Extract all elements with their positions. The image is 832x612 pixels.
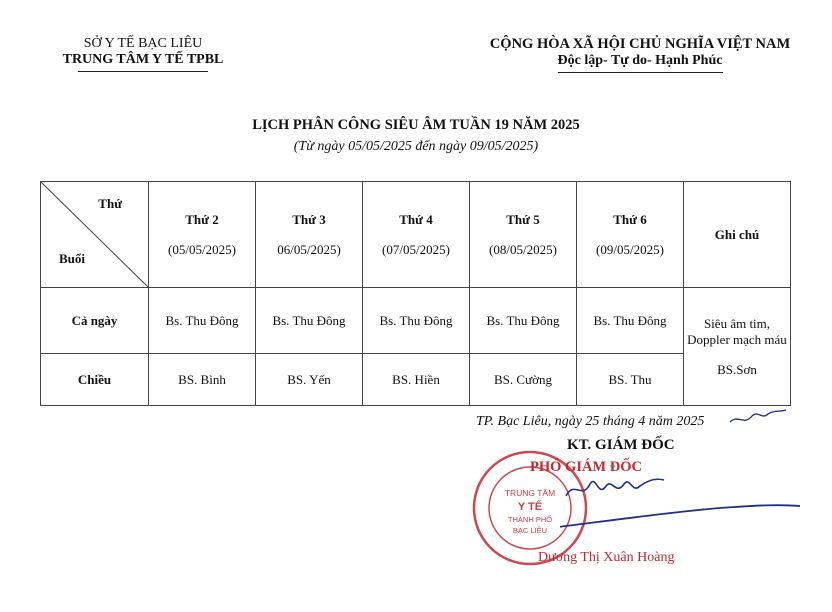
signer-role: KT. GIÁM ĐỐC (567, 437, 675, 453)
session-label: Chiều (41, 354, 149, 406)
svg-text:THÀNH PHỐ: THÀNH PHỐ (507, 515, 553, 524)
place-date: TP. Bạc Liêu, ngày 25 tháng 4 năm 2025 (476, 414, 705, 429)
day-name: Thứ 4 (399, 211, 433, 227)
day-date: (05/05/2025) (168, 241, 236, 257)
schedule-table (40, 181, 791, 406)
agency-header (18, 36, 268, 72)
center-name: TRUNG TÂM Y TẾ TPBL (62, 52, 224, 67)
day-date: (08/05/2025) (489, 241, 557, 257)
table-row (41, 354, 791, 406)
doctor-cell: Bs. Thu Đông (149, 288, 256, 354)
day-date: (07/05/2025) (382, 241, 450, 257)
motto: Độc lập- Tự do- Hạnh Phúc (557, 53, 723, 68)
initials-scribble (728, 404, 788, 428)
doctor-cell: BS. Hiền (363, 354, 470, 406)
svg-text:Y TẾ: Y TẾ (517, 501, 543, 513)
doctor-cell: Bs. Thu Đông (363, 288, 470, 354)
doctor-cell: Bs. Thu Đông (470, 288, 577, 354)
day-header (363, 182, 470, 288)
day-header (470, 182, 577, 288)
doctor-cell: BS. Thu (577, 354, 684, 406)
note-cell (684, 288, 791, 406)
document-subtitle: (Từ ngày 05/05/2025 đến ngày 09/05/2025) (293, 139, 539, 154)
signer-title: PHÓ GIÁM ĐỐC (530, 459, 642, 475)
day-header (577, 182, 684, 288)
doctor-cell: BS. Yến (256, 354, 363, 406)
diagonal-divider (41, 182, 149, 288)
svg-text:BẠC LIÊU: BẠC LIÊU (512, 526, 548, 535)
header-right-underline (558, 72, 723, 73)
day-name: Thứ 5 (506, 211, 540, 227)
session-label: Cả ngày (41, 288, 149, 354)
signer-name: Dương Thị Xuân Hoàng (538, 550, 675, 565)
doctor-cell: BS. Cường (470, 354, 577, 406)
handwritten-signature (560, 470, 810, 550)
table-header-row (41, 182, 791, 288)
corner-label-session: Buổi (59, 251, 86, 266)
note-text: Siêu âm tim, Doppler mạch máu (687, 316, 787, 347)
national-header (470, 36, 810, 73)
table-row (41, 288, 791, 354)
doctor-cell: BS. Bình (149, 354, 256, 406)
day-date: 06/05/2025) (277, 241, 341, 257)
day-name: Thứ 3 (292, 211, 326, 227)
doctor-cell: Bs. Thu Đông (256, 288, 363, 354)
day-name: Thứ 6 (613, 211, 647, 227)
day-header (149, 182, 256, 288)
department-name: SỞ Y TẾ BẠC LIÊU (83, 36, 203, 51)
day-date: (09/05/2025) (596, 241, 664, 257)
corner-label-day: Thứ (98, 196, 122, 211)
doctor-cell: Bs. Thu Đông (577, 288, 684, 354)
header-left-underline (78, 71, 208, 72)
svg-text:TRUNG TÂM: TRUNG TÂM (504, 488, 556, 498)
day-header (256, 182, 363, 288)
corner-cell (41, 182, 149, 288)
document-title: LỊCH PHÂN CÔNG SIÊU ÂM TUẦN 19 NĂM 2025 (252, 117, 580, 133)
note-doctor: BS.Sơn (717, 362, 757, 377)
note-header: Ghi chú (684, 182, 791, 288)
country-name: CỘNG HÒA XÃ HỘI CHỦ NGHĨA VIỆT NAM (489, 36, 791, 52)
day-name: Thứ 2 (185, 211, 219, 227)
